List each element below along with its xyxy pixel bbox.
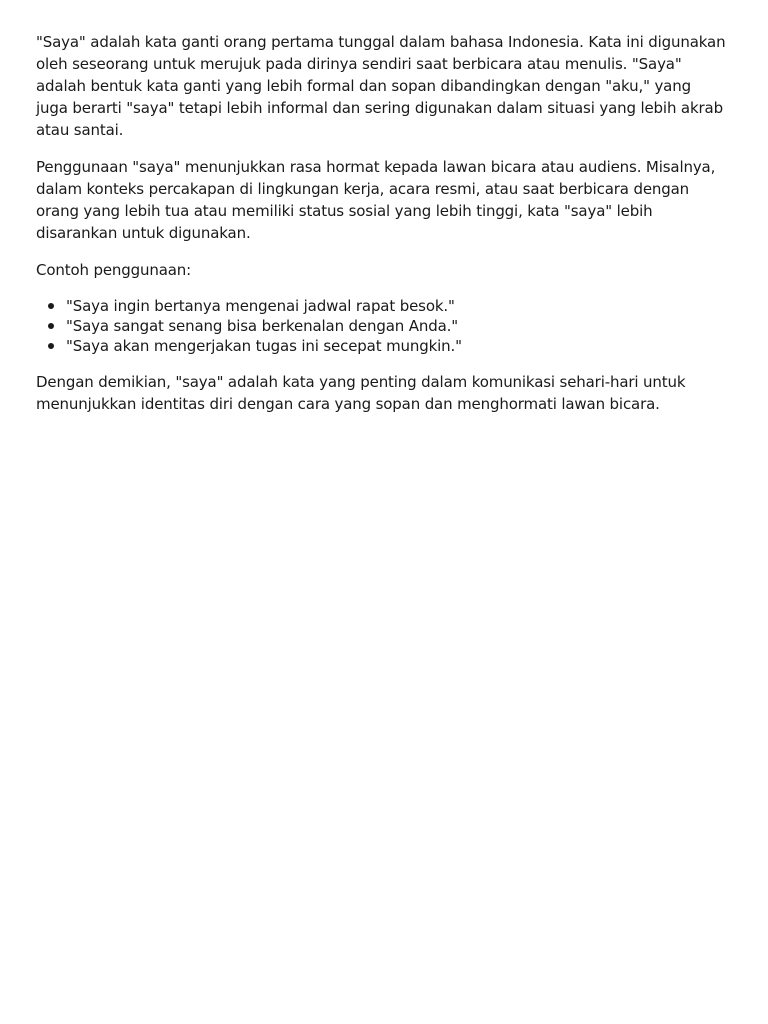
list-item-text: "Saya ingin bertanya mengenai jadwal rapat besok." [66, 297, 455, 315]
bullet-icon [48, 323, 54, 329]
list-item [66, 296, 726, 316]
list-item-text: "Saya sangat senang bisa berkenalan dengan Anda." [66, 317, 459, 335]
usage-paragraph: Penggunaan "saya" menunjukkan rasa hormat kepada lawan bicara atau audiens. Misalnya, dalam konteks percakapan di lingkungan kerja, acara resmi, atau saat berbicara dengan orang yang lebih tua atau memiliki status sosial yang lebih tinggi, kata "saya" lebih disarankan untuk digunakan. [36, 158, 716, 242]
bullet-icon [48, 343, 54, 349]
list-item-text: "Saya akan mengerjakan tugas ini secepat mungkin." [66, 337, 462, 355]
list-item [66, 316, 726, 336]
list-item [66, 336, 726, 356]
examples-heading: Contoh penggunaan: [36, 261, 192, 279]
document-body [36, 31, 726, 430]
conclusion-paragraph: Dengan demikian, "saya" adalah kata yang penting dalam komunikasi sehari-hari untuk menunjukkan identitas diri dengan cara yang sopan dan menghormati lawan bicara. [36, 373, 686, 413]
bullet-icon [48, 303, 54, 309]
examples-list [36, 296, 726, 356]
intro-paragraph: "Saya" adalah kata ganti orang pertama tunggal dalam bahasa Indonesia. Kata ini digunakan oleh seseorang untuk merujuk pada dirinya sendiri saat berbicara atau menulis. "Saya" adalah bentuk kata ganti yang lebih formal dan sopan dibandingkan dengan "aku," yang juga berarti "saya" tetapi lebih informal dan sering digunakan dalam situasi yang lebih akrab atau santai. [36, 33, 726, 139]
